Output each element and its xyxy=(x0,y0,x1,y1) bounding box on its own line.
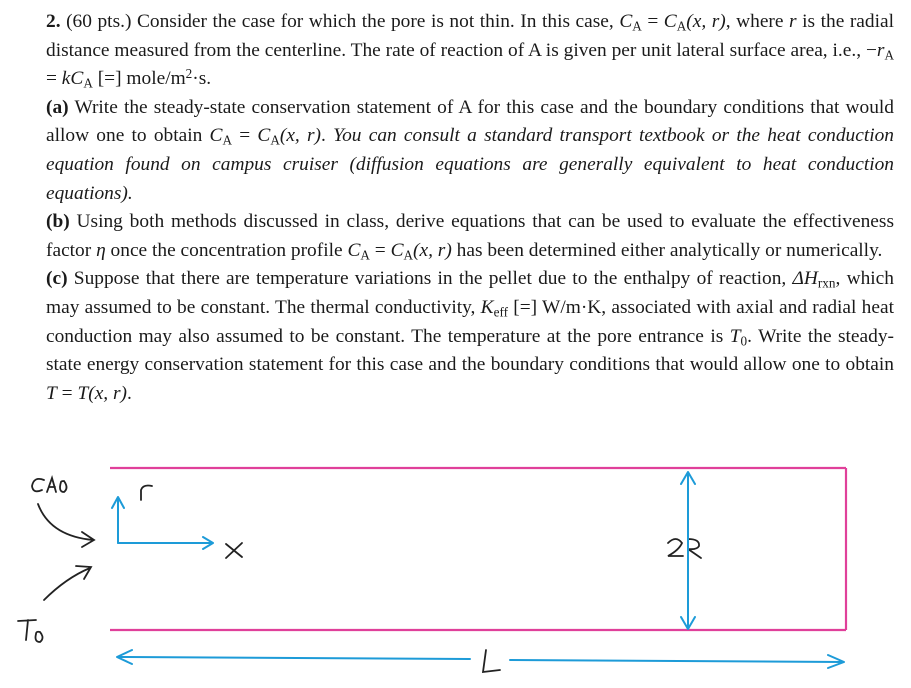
length-arrow-left xyxy=(117,650,470,664)
part-a: (a) Write the steady-state conservation statement of A for this case and the boundary conditions that would allow one to obtain $C_A = C_A(x$, r). You can consult a standard transport textbook or the heat conduction equation found on campus cruiser (diffusion equations are generally equivalent to heat conduction equations). xyxy=(46,96,894,204)
t0-label-mark xyxy=(18,620,43,642)
problem-intro: 2. (60 pts.) Consider the case for which the pore is not thin. In this case, $C_A = C_A(x$, r), where r is the radial distance measured from the centerline. The rate of reaction of A is given per unit lateral surface area, i.e., $-r_A = kC_A$ [=] mole/$m^2\cdot s$. xyxy=(46,11,894,91)
part-b: (b) Using both methods discussed in class, derive equations that can be used to evaluate the effectiveness factor η once the concentration profile $C_A = C_A(x$, r) has been determined either analytically or numerically. xyxy=(46,211,894,263)
diagram-labels xyxy=(18,486,670,669)
r-label: r xyxy=(141,494,142,495)
x-label-mark xyxy=(226,543,242,558)
part-b-label: (b) xyxy=(46,211,70,233)
2r-label: 2R xyxy=(668,552,670,553)
t0-label: T0 xyxy=(18,630,20,631)
part-c: (c) Suppose that there are temperature variations in the pellet due to the enthalpy of reaction, $\Delta H_{rxn}$, which may assumed to be constant. The thermal conductivity, $K_{eff}$ [=] W/m·K, associated with axial and radial heat conduction may also assumed to be constant. The temperature at the pore entrance is $T_0$. Write the steady-state energy conservation statement for this case and the boundary conditions that would allow one to obtain T = T(x, r). xyxy=(46,268,894,404)
ca0-label: CA0 xyxy=(30,488,32,489)
x-label: x xyxy=(228,552,229,553)
ca0-label-mark xyxy=(32,478,67,492)
axis-arrows xyxy=(112,472,844,668)
2r-label-mark xyxy=(668,539,701,558)
handwritten-ink xyxy=(18,478,701,672)
2r-dimension-arrow xyxy=(681,472,695,629)
r-label-mark xyxy=(141,486,152,501)
r-axis-arrow xyxy=(112,497,124,543)
problem-text xyxy=(46,8,894,408)
pore-diagram xyxy=(0,450,911,688)
t0-arrow xyxy=(44,566,91,600)
length-arrow-right xyxy=(510,655,844,668)
part-c-label: (c) xyxy=(46,268,68,290)
pore-outline xyxy=(110,468,846,630)
problem-number: 2. xyxy=(46,11,61,32)
l-label: L xyxy=(484,668,485,669)
part-a-label: (a) xyxy=(46,96,69,118)
l-label-mark xyxy=(483,650,500,672)
problem-points: (60 pts.) xyxy=(66,11,132,32)
ca0-arrow xyxy=(38,504,94,547)
x-axis-arrow xyxy=(118,537,213,549)
